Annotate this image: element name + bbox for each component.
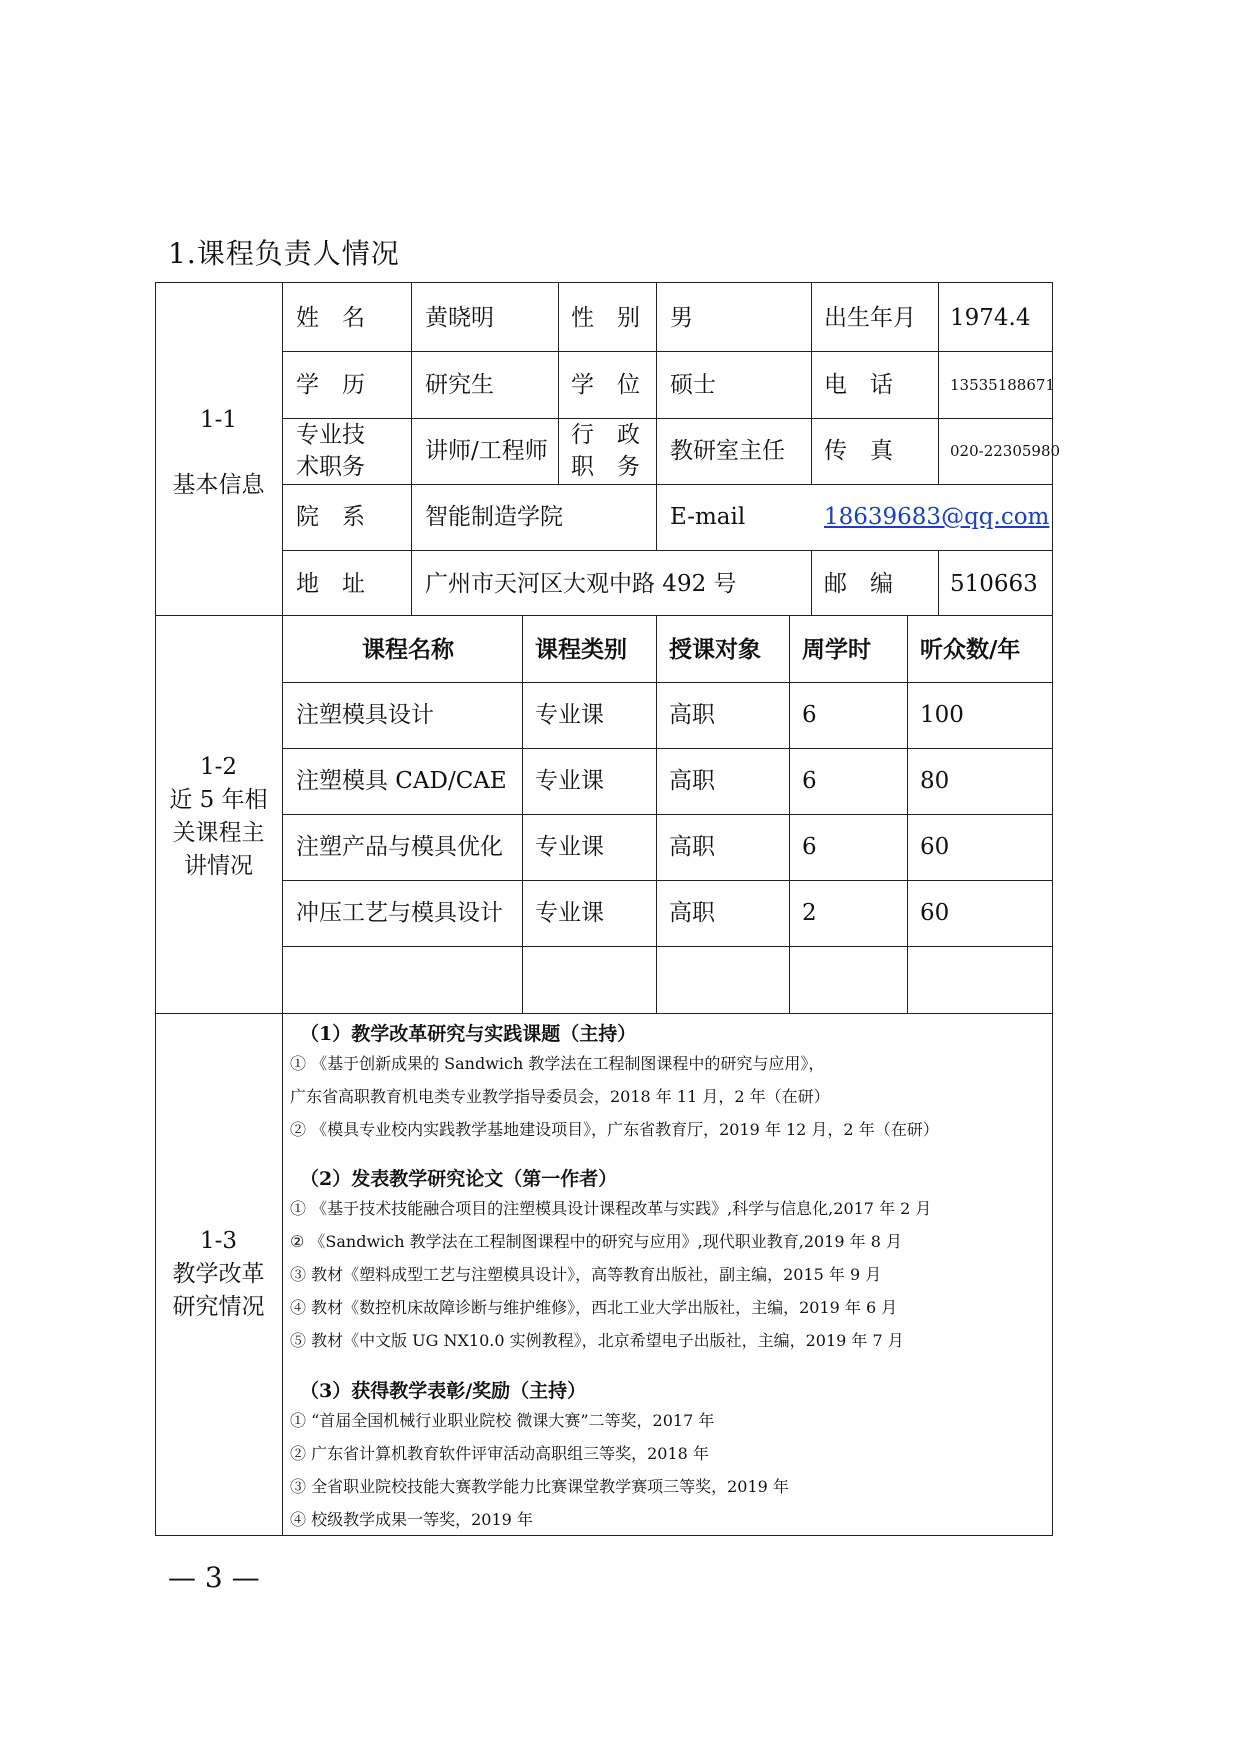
admin-label-line2: 职 务 bbox=[571, 454, 640, 480]
course-type: 专业课 bbox=[535, 834, 604, 860]
divider bbox=[811, 550, 812, 615]
divider bbox=[789, 615, 790, 1013]
degree-label: 学 位 bbox=[571, 372, 640, 398]
audience: 高职 bbox=[669, 702, 715, 728]
block-title: （1）教学改革研究与实践课题（主持） bbox=[300, 1023, 637, 1045]
page-heading: 1.课程负责人情况 bbox=[168, 237, 400, 270]
postcode-label: 邮 编 bbox=[824, 571, 893, 597]
birth-value: 1974.4 bbox=[950, 305, 1031, 331]
title-label-line2: 术职务 bbox=[296, 454, 365, 480]
postcode-value: 510663 bbox=[950, 571, 1038, 597]
divider bbox=[938, 282, 939, 484]
title-label-line1: 专业技 bbox=[296, 422, 365, 448]
gender-label: 性 别 bbox=[571, 305, 640, 331]
page-number: — 3 — bbox=[168, 1561, 260, 1594]
fax-value: 020-22305980 bbox=[950, 442, 1061, 460]
birth-label: 出生年月 bbox=[824, 305, 916, 331]
course-type: 专业课 bbox=[535, 702, 604, 728]
course-name: 注塑模具设计 bbox=[296, 702, 434, 728]
section-1-1-number: 1-1 bbox=[199, 407, 238, 433]
divider bbox=[282, 946, 1053, 947]
section-1-1-title: 基本信息 bbox=[172, 472, 265, 498]
divider bbox=[938, 550, 939, 615]
title-value: 讲师/工程师 bbox=[425, 438, 548, 464]
list-item: 广东省高职教育机电类专业教学指导委员会，2018 年 11 月，2 年（在研） bbox=[290, 1087, 830, 1106]
divider bbox=[656, 282, 657, 550]
divider bbox=[656, 615, 657, 1013]
gender-value: 男 bbox=[670, 305, 693, 331]
phone-label: 电 话 bbox=[824, 372, 893, 398]
divider bbox=[155, 615, 1053, 616]
list-item: ① 《基于技术技能融合项目的注塑模具设计课程改革与实践》,科学与信息化,2017 年 2 月 bbox=[290, 1199, 932, 1218]
address-value: 广州市天河区大观中路 492 号 bbox=[425, 571, 737, 597]
list-item: ② 《Sandwich 教学法在工程制图课程中的研究与应用》,现代职业教育,2019 年 8 月 bbox=[290, 1232, 902, 1251]
list-item: ④ 校级教学成果一等奖，2019 年 bbox=[290, 1510, 533, 1529]
list-item: ⑤ 教材《中文版 UG NX10.0 实例教程》，北京希望电子出版社，主编，2019 年 7 月 bbox=[290, 1331, 904, 1350]
divider bbox=[282, 748, 1053, 749]
col-header-course-name: 课程名称 bbox=[362, 636, 454, 663]
divider bbox=[522, 615, 523, 1013]
divider bbox=[155, 1013, 1053, 1014]
degree-value: 硕士 bbox=[670, 372, 716, 398]
list-item: ① “首届全国机械行业职业院校 微课大赛”二等奖，2017 年 bbox=[290, 1411, 715, 1430]
list-item: ③ 全省职业院校技能大赛教学能力比赛课堂教学赛项三等奖，2019 年 bbox=[290, 1477, 789, 1496]
divider bbox=[282, 282, 283, 1536]
divider bbox=[282, 814, 1053, 815]
department-value: 智能制造学院 bbox=[425, 504, 563, 530]
col-header-audience: 授课对象 bbox=[669, 636, 761, 663]
admin-label-line1: 行 政 bbox=[571, 422, 640, 448]
email-link[interactable]: 18639683@qq.com bbox=[824, 504, 1050, 530]
section-1-2-number: 1-2 bbox=[199, 754, 238, 780]
weekly-hours: 6 bbox=[802, 702, 817, 728]
col-header-listeners: 听众数/年 bbox=[920, 636, 1021, 663]
list-item: ② 《模具专业校内实践教学基地建设项目》，广东省教育厅，2019 年 12 月，2 年（在研） bbox=[290, 1120, 939, 1139]
audience: 高职 bbox=[669, 900, 715, 926]
divider bbox=[282, 682, 1053, 683]
divider bbox=[282, 880, 1053, 881]
col-header-course-type: 课程类别 bbox=[535, 636, 627, 663]
divider bbox=[282, 484, 1053, 485]
list-item: ① 《基于创新成果的 Sandwich 教学法在工程制图课程中的研究与应用》， bbox=[290, 1054, 825, 1073]
section-1-3-title-line2: 研究情况 bbox=[172, 1294, 265, 1320]
divider bbox=[811, 282, 812, 484]
fax-label: 传 真 bbox=[824, 438, 893, 464]
course-name: 冲压工艺与模具设计 bbox=[296, 900, 503, 926]
listeners: 60 bbox=[920, 834, 950, 860]
audience: 高职 bbox=[669, 768, 715, 794]
course-type: 专业课 bbox=[535, 768, 604, 794]
course-type: 专业课 bbox=[535, 900, 604, 926]
listeners: 60 bbox=[920, 900, 950, 926]
section-1-2-title-line1: 近 5 年相 bbox=[169, 787, 268, 813]
listeners: 100 bbox=[920, 702, 964, 728]
course-name: 注塑模具 CAD/CAE bbox=[296, 768, 507, 794]
weekly-hours: 6 bbox=[802, 834, 817, 860]
block-title: （2）发表教学研究论文（第一作者） bbox=[300, 1168, 618, 1190]
section-1-2-title-line2: 关课程主 bbox=[172, 820, 265, 846]
weekly-hours: 2 bbox=[802, 900, 817, 926]
col-header-weekly-hours: 周学时 bbox=[802, 636, 871, 663]
course-name: 注塑产品与模具优化 bbox=[296, 834, 503, 860]
section-1-2-title-line3: 讲情况 bbox=[184, 853, 253, 879]
list-item: ③ 教材《塑料成型工艺与注塑模具设计》，高等教育出版社，副主编，2015 年 9 月 bbox=[290, 1265, 882, 1284]
audience: 高职 bbox=[669, 834, 715, 860]
phone-value: 13535188671 bbox=[950, 376, 1055, 394]
education-value: 研究生 bbox=[425, 372, 494, 398]
divider bbox=[411, 282, 412, 615]
block-title: （3）获得教学表彰/奖励（主持） bbox=[300, 1380, 587, 1402]
name-label: 姓 名 bbox=[296, 305, 365, 331]
section-1-3-title-line1: 教学改革 bbox=[172, 1261, 265, 1287]
divider bbox=[558, 282, 559, 484]
department-label: 院 系 bbox=[296, 504, 365, 530]
listeners: 80 bbox=[920, 768, 950, 794]
email-label: E-mail bbox=[670, 504, 746, 530]
section-1-3-number: 1-3 bbox=[199, 1228, 238, 1254]
list-item: ④ 教材《数控机床故障诊断与维护维修》，西北工业大学出版社，主编，2019 年 6 月 bbox=[290, 1298, 898, 1317]
name-value: 黄晓明 bbox=[425, 305, 494, 331]
admin-value: 教研室主任 bbox=[670, 438, 785, 464]
weekly-hours: 6 bbox=[802, 768, 817, 794]
list-item: ② 广东省计算机教育软件评审活动高职组三等奖，2018 年 bbox=[290, 1444, 709, 1463]
address-label: 地 址 bbox=[296, 571, 365, 597]
divider bbox=[907, 615, 908, 1013]
education-label: 学 历 bbox=[296, 372, 365, 398]
